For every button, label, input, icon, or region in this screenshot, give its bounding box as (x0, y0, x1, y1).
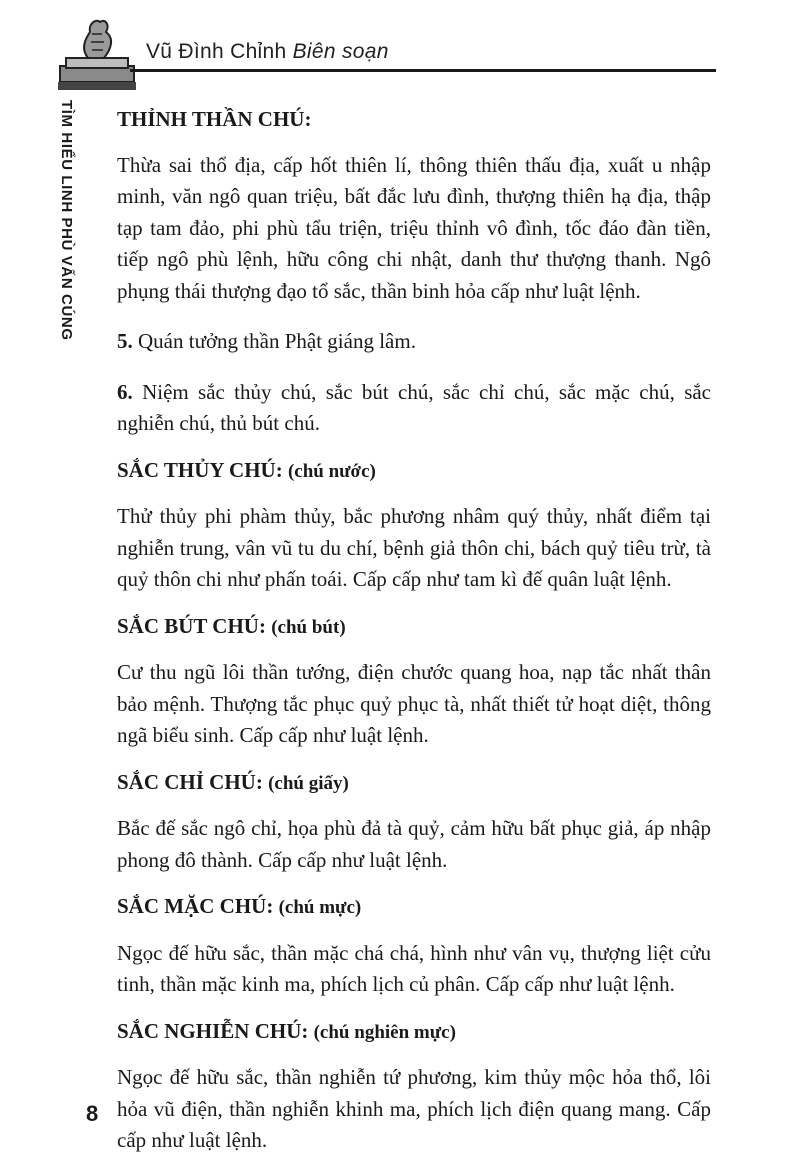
side-book-title: TÌM HIỂU LINH PHÙ VẤN CÚNG (58, 100, 75, 341)
section-text: Thử thủy phi phàm thủy, bắc phương nhâm quý thủy, nhất điểm tại nghiễn trung, vân vũ tu du chí, bệnh giả thôn chi, bách quỷ tiêu trừ, tà quỷ thôn chi như phấn toái. Cấp cấp như tam kì đế quân luật lệnh. (117, 504, 711, 591)
temple-emblem-icon (58, 14, 136, 92)
item-number: 6. (117, 379, 133, 404)
section-heading: SẮC MẶC CHÚ: (chú mực) (117, 894, 362, 918)
section-note: (chú bút) (271, 616, 346, 638)
main-content (117, 104, 711, 1157)
author-name: Vũ Đình Chỉnh (146, 40, 287, 63)
item-text: Quán tưởng thần Phật giáng lâm. (138, 329, 416, 353)
numbered-item (117, 326, 711, 358)
section-text: Bắc đế sắc ngô chỉ, họa phù đả tà quỷ, cảm hữu bất phục giả, áp nhập phong đô thành. Cấp cấp như luật lệnh. (117, 816, 711, 872)
header-rule (130, 69, 716, 72)
section-text: Ngọc đế hữu sắc, thần nghiễn tứ phương, kim thủy mộc hỏa thổ, lôi hỏa vũ điện, thần nghiễn khinh ma, phích lịch điện quang mang. Cấp cấp như luật lệnh. (117, 1065, 711, 1152)
page-number: 8 (86, 1101, 99, 1126)
numbered-item (117, 377, 711, 440)
section-heading: SẮC NGHIỄN CHÚ: (chú nghiên mực) (117, 1018, 456, 1043)
section-text: Ngọc đế hữu sắc, thần mặc chá chá, hình như vân vụ, thượng liệt cửu tinh, thần mặc kinh ma, phích lịch củ phân. Cấp cấp như luật lệnh. (117, 940, 711, 996)
section-heading: SẮC BÚT CHÚ: (chú bút) (117, 613, 346, 638)
section-heading: THỈNH THẦN CHÚ: (117, 107, 312, 131)
section-text: Thừa sai thổ địa, cấp hốt thiên lí, thông thiên thấu địa, xuất u nhập minh, văn ngô quan triệu, bất đắc lưu đình, thượng thiên hạ địa, thập tạp tam đảo, phi phù tẩu triện, triệu thỉnh vô đình, tốc đáo đàn tiền, tiếp ngô phù lệnh, hữu công chi nhật, danh thư thượng thanh. Ngô phụng thái thượng đạo tổ sắc, thần binh hỏa cấp như luật lệnh. (117, 152, 711, 303)
section-note: (chú nghiên mực) (313, 1021, 456, 1043)
section-note: (chú mực) (278, 897, 362, 918)
section-heading: SẮC CHỈ CHÚ: (chú giấy) (117, 769, 349, 794)
section-note: (chú giấy) (268, 772, 349, 794)
item-number: 5. (117, 329, 133, 353)
section-note: (chú nước) (287, 460, 376, 482)
item-text: Niệm sắc thủy chú, sắc bút chú, sắc chỉ chú, sắc mặc chú, sắc nghiễn chú, thủ bút chú. (117, 379, 712, 435)
section-text: Cư thu ngũ lôi thần tướng, điện chước quang hoa, nạp tắc nhất thân bảo mệnh. Thượng tắc phục quỷ phục tà, nhất thiết tử hoạt diệt, thông ngã biểu sinh. Cấp cấp như luật lệnh. (117, 660, 711, 747)
section-heading: SẮC THỦY CHÚ: (chú nước) (117, 457, 376, 482)
author-role: Biên soạn (292, 40, 389, 63)
running-head (146, 40, 389, 64)
